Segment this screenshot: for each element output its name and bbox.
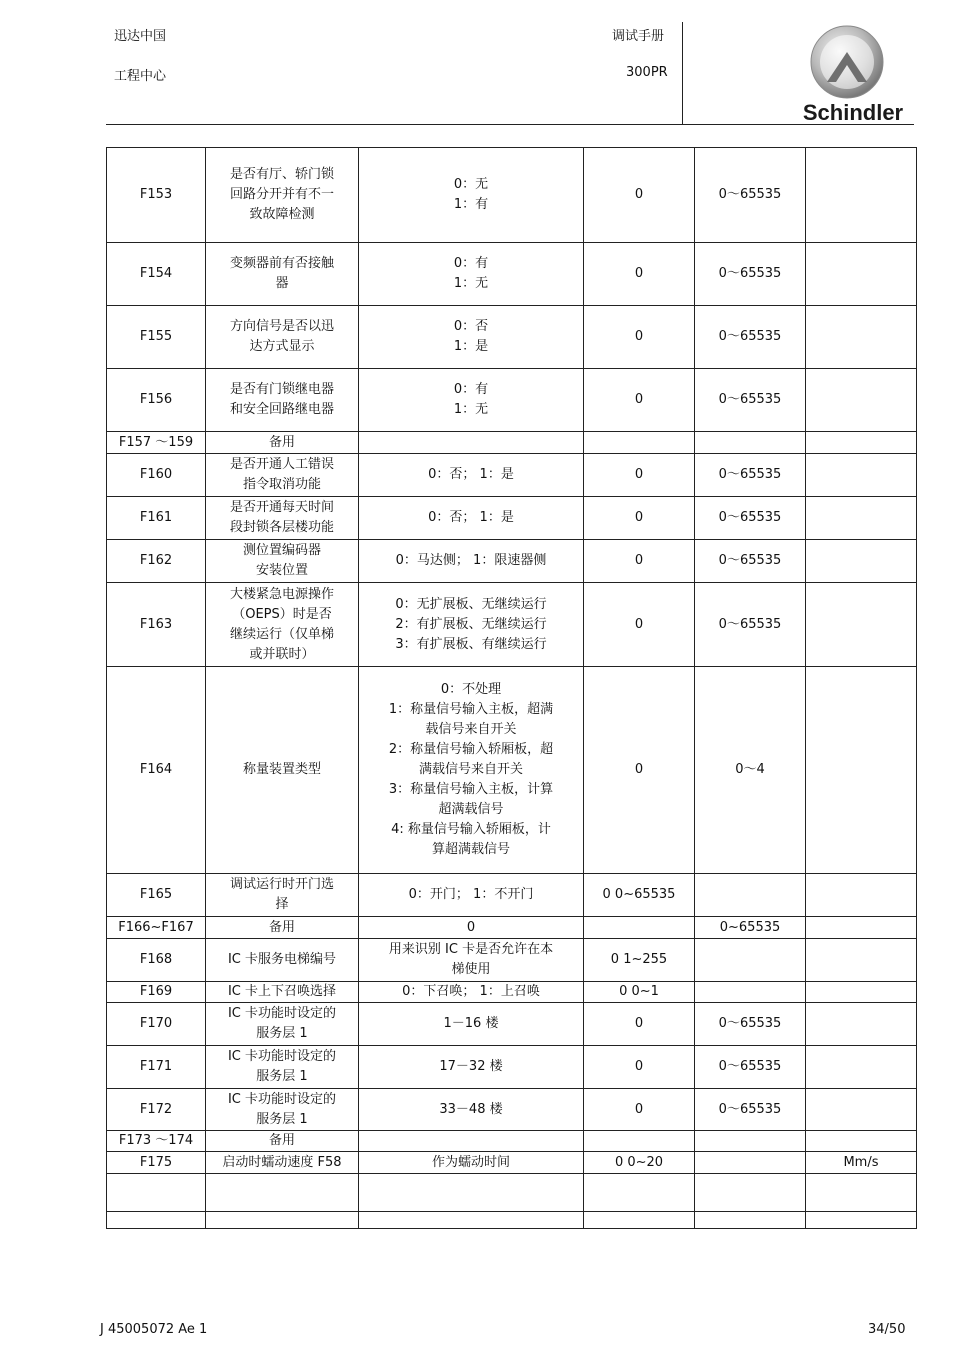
parameter-unit-cell — [806, 243, 917, 306]
header-divider-vertical — [682, 22, 683, 125]
parameter-name-cell — [206, 306, 359, 369]
parameter-setting: 0 — [466, 919, 476, 935]
parameter-range-cell — [695, 497, 806, 540]
parameter-setting: 用来识别 IC 卡是否允许在本 梯使用 — [388, 942, 554, 977]
table-row — [107, 1212, 917, 1229]
brand-wordmark: Schindler — [802, 100, 904, 125]
parameter-name: 调试运行时开门选 择 — [229, 877, 334, 912]
parameter-setting-cell — [359, 1152, 584, 1174]
table-row — [107, 1174, 917, 1212]
table-row — [107, 982, 917, 1003]
parameter-default-cell — [584, 1131, 695, 1152]
parameter-unit-cell — [806, 306, 917, 369]
parameter-setting: 0：无扩展板、无继续运行 2：有扩展板、无继续运行 3：有扩展板、有继续运行 — [395, 596, 547, 652]
parameter-code-cell — [107, 874, 206, 917]
table-row — [107, 667, 917, 874]
parameter-unit-cell — [806, 1003, 917, 1046]
parameter-range: 0～65535 — [718, 187, 782, 202]
parameter-code: F153 — [139, 187, 173, 202]
parameter-default-cell — [584, 432, 695, 454]
parameter-default: 0 — [634, 329, 644, 344]
parameter-range-cell — [695, 1174, 806, 1212]
parameter-setting-cell — [359, 243, 584, 306]
parameter-code-cell — [107, 1212, 206, 1229]
table-row — [107, 148, 917, 243]
parameter-range: 0～65535 — [718, 1016, 782, 1031]
parameter-code: F157 ～159 — [118, 434, 194, 450]
parameter-default: 0 1~255 — [610, 952, 668, 967]
table-row — [107, 497, 917, 540]
parameter-default: 0 — [634, 762, 644, 777]
page-number: 34/50 — [868, 1322, 906, 1337]
parameter-setting-cell — [359, 540, 584, 583]
parameter-range: 0～65535 — [718, 1059, 782, 1074]
parameter-range-cell — [695, 1089, 806, 1131]
parameter-unit-cell — [806, 454, 917, 497]
parameter-code: F171 — [139, 1059, 173, 1074]
parameter-default: 0 0~1 — [619, 984, 659, 999]
parameter-setting: 0：开门； 1：不开门 — [408, 887, 534, 902]
parameter-code-cell — [107, 243, 206, 306]
parameter-setting: 17－32 楼 — [439, 1059, 503, 1074]
table-row — [107, 1046, 917, 1089]
parameter-code: F170 — [139, 1016, 173, 1031]
parameter-name: 测位置编码器 安装位置 — [242, 543, 321, 578]
table-row — [107, 939, 917, 982]
parameter-unit-cell — [806, 540, 917, 583]
parameter-range-cell — [695, 454, 806, 497]
parameter-setting-cell — [359, 1003, 584, 1046]
parameter-name: IC 卡上下召唤选择 — [227, 984, 337, 999]
parameter-unit-cell — [806, 369, 917, 432]
parameter-range: 0～65535 — [718, 266, 782, 281]
parameter-name-cell — [206, 1003, 359, 1046]
parameter-name-cell — [206, 148, 359, 243]
parameter-code-cell — [107, 148, 206, 243]
parameter-default: 0 — [634, 392, 644, 407]
parameter-unit-cell — [806, 982, 917, 1003]
parameter-code: F160 — [139, 467, 173, 482]
parameter-name: 备用 — [268, 1133, 295, 1148]
parameter-range: 0~65535 — [719, 919, 781, 935]
parameter-default: 0 — [634, 187, 644, 202]
parameter-default-cell — [584, 583, 695, 667]
parameter-code-cell — [107, 1131, 206, 1152]
parameter-code-cell — [107, 939, 206, 982]
parameter-name-cell — [206, 1046, 359, 1089]
parameter-default: 0 — [634, 266, 644, 281]
parameter-range: 0～65535 — [718, 392, 782, 407]
parameter-default-cell — [584, 667, 695, 874]
parameter-code-cell — [107, 306, 206, 369]
document-type: 调试手册 — [612, 29, 665, 44]
parameter-default: 0 0~20 — [614, 1154, 664, 1170]
parameter-code-cell — [107, 1046, 206, 1089]
parameter-default-cell — [584, 454, 695, 497]
parameter-setting: 0：有 1：无 — [453, 382, 489, 417]
parameter-range: 0～65535 — [718, 510, 782, 525]
parameter-default-cell — [584, 1089, 695, 1131]
parameter-setting: 0：否 1：是 — [453, 319, 489, 354]
parameter-name-cell — [206, 583, 359, 667]
parameter-default-cell — [584, 148, 695, 243]
parameter-code: F154 — [139, 266, 173, 281]
parameter-name: 备用 — [268, 434, 295, 450]
parameter-code-cell — [107, 454, 206, 497]
parameter-name-cell — [206, 1212, 359, 1229]
parameter-range-cell — [695, 667, 806, 874]
parameter-code-cell — [107, 1152, 206, 1174]
parameter-code-cell — [107, 1003, 206, 1046]
parameter-name-cell — [206, 497, 359, 540]
parameter-code: F166~F167 — [118, 919, 194, 935]
parameter-default: 0 — [634, 1016, 644, 1031]
parameter-default: 0 — [634, 1101, 644, 1117]
parameter-default-cell — [584, 1174, 695, 1212]
parameter-range-cell — [695, 432, 806, 454]
parameter-unit-cell — [806, 667, 917, 874]
parameter-unit-cell — [806, 1131, 917, 1152]
parameter-name-cell — [206, 917, 359, 939]
parameter-code: F163 — [139, 616, 173, 632]
parameter-unit-cell — [806, 148, 917, 243]
parameter-name-cell — [206, 874, 359, 917]
parameter-range: 0～65535 — [718, 1101, 782, 1117]
parameter-default-cell — [584, 1003, 695, 1046]
parameter-code-cell — [107, 540, 206, 583]
parameter-setting-cell — [359, 1174, 584, 1212]
parameter-setting-cell — [359, 369, 584, 432]
parameter-name: IC 卡功能时设定的 服务层 1 — [227, 1006, 337, 1041]
parameter-code-cell — [107, 1174, 206, 1212]
parameter-default: 0 — [634, 616, 644, 632]
parameter-name: 是否有门锁继电器 和安全回路继电器 — [229, 382, 334, 417]
parameter-unit-cell — [806, 1046, 917, 1089]
parameter-range-cell — [695, 1046, 806, 1089]
parameter-name-cell — [206, 939, 359, 982]
parameter-name: 方向信号是否以迅 达方式显示 — [229, 319, 334, 354]
parameter-default: 0 — [634, 467, 644, 482]
parameter-range-cell — [695, 982, 806, 1003]
parameter-table-body — [107, 148, 917, 1229]
table-row — [107, 917, 917, 939]
parameter-range-cell — [695, 540, 806, 583]
parameter-code: F175 — [139, 1154, 173, 1170]
schindler-logo — [790, 24, 916, 128]
parameter-setting: 0：否； 1：是 — [428, 510, 514, 525]
parameter-name: 启动时蠕动速度 F58 — [222, 1154, 342, 1170]
table-row — [107, 874, 917, 917]
table-row — [107, 306, 917, 369]
parameter-default: 0 — [634, 553, 644, 568]
parameter-setting-cell — [359, 667, 584, 874]
parameter-default-cell — [584, 306, 695, 369]
parameter-code: F155 — [139, 329, 173, 344]
parameter-range: 0～65535 — [718, 553, 782, 568]
table-row — [107, 432, 917, 454]
parameter-setting: 0：否； 1：是 — [428, 467, 514, 482]
table-row — [107, 1089, 917, 1131]
table-row — [107, 243, 917, 306]
parameter-setting-cell — [359, 148, 584, 243]
parameter-setting-cell — [359, 497, 584, 540]
table-row — [107, 583, 917, 667]
parameter-range-cell — [695, 917, 806, 939]
department-name: 工程中心 — [114, 69, 167, 84]
parameter-range-cell — [695, 1003, 806, 1046]
parameter-code-cell — [107, 1089, 206, 1131]
parameter-code: F165 — [139, 887, 173, 902]
parameter-name-cell — [206, 1174, 359, 1212]
parameter-code: F156 — [139, 392, 173, 407]
parameter-name: 是否开通每天时间 段封锁各层楼功能 — [229, 500, 334, 535]
parameter-table — [106, 147, 917, 1229]
table-row — [107, 1152, 917, 1174]
parameter-name: IC 卡服务电梯编号 — [227, 952, 337, 967]
parameter-code-cell — [107, 982, 206, 1003]
parameter-unit-cell — [806, 1212, 917, 1229]
parameter-unit-cell — [806, 583, 917, 667]
parameter-name: IC 卡功能时设定的 服务层 1 — [227, 1091, 337, 1127]
parameter-range: 0～4 — [735, 762, 765, 777]
parameter-range-cell — [695, 243, 806, 306]
parameter-default-cell — [584, 369, 695, 432]
parameter-default: 0 — [634, 510, 644, 525]
schindler-emblem-icon — [790, 24, 916, 104]
parameter-setting-cell — [359, 583, 584, 667]
parameter-unit-cell — [806, 874, 917, 917]
parameter-name-cell — [206, 1089, 359, 1131]
parameter-default-cell — [584, 1212, 695, 1229]
table-row — [107, 540, 917, 583]
parameter-name: 大楼紧急电源操作 （OEPS）时是否 继续运行（仅单梯 或并联时） — [229, 586, 334, 662]
parameter-unit-cell — [806, 917, 917, 939]
parameter-setting: 1－16 楼 — [443, 1016, 499, 1031]
parameter-name-cell — [206, 432, 359, 454]
parameter-name-cell — [206, 667, 359, 874]
parameter-default-cell — [584, 982, 695, 1003]
parameter-unit-cell — [806, 939, 917, 982]
table-row — [107, 454, 917, 497]
parameter-code: F169 — [139, 984, 173, 999]
company-name: 迅达中国 — [114, 29, 167, 44]
parameter-name-cell — [206, 982, 359, 1003]
parameter-setting: 作为蠕动时间 — [431, 1154, 510, 1170]
parameter-setting-cell — [359, 1089, 584, 1131]
parameter-code: F173 ～174 — [118, 1133, 194, 1148]
parameter-setting: 0：马达侧； 1：限速器侧 — [395, 553, 547, 568]
document-number: J 45005072 Ae 1 — [100, 1322, 208, 1337]
parameter-name: 变频器前有否接触 器 — [229, 256, 334, 291]
parameter-default-cell — [584, 497, 695, 540]
parameter-unit-cell — [806, 1152, 917, 1174]
parameter-name: 是否开通人工错误 指令取消功能 — [229, 457, 334, 492]
parameter-range: 0～65535 — [718, 616, 782, 632]
parameter-unit-cell — [806, 497, 917, 540]
parameter-range-cell — [695, 306, 806, 369]
parameter-setting-cell — [359, 432, 584, 454]
parameter-default: 0 0~65535 — [602, 887, 676, 902]
parameter-setting-cell — [359, 982, 584, 1003]
parameter-setting-cell — [359, 917, 584, 939]
parameter-name: 备用 — [268, 919, 295, 935]
parameter-unit-cell — [806, 432, 917, 454]
parameter-range-cell — [695, 583, 806, 667]
parameter-name-cell — [206, 1131, 359, 1152]
parameter-setting-cell — [359, 306, 584, 369]
parameter-range-cell — [695, 939, 806, 982]
parameter-range: 0～65535 — [718, 467, 782, 482]
parameter-name-cell — [206, 369, 359, 432]
parameter-range-cell — [695, 874, 806, 917]
table-row — [107, 369, 917, 432]
parameter-name: 是否有厅、轿门锁 回路分开并有不一 致故障检测 — [229, 167, 334, 222]
parameter-setting: 33－48 楼 — [439, 1101, 503, 1117]
parameter-name: 称量装置类型 — [242, 762, 321, 777]
parameter-setting: 0：无 1：有 — [453, 177, 489, 212]
parameter-range-cell — [695, 1152, 806, 1174]
parameter-setting-cell — [359, 454, 584, 497]
parameter-setting-cell — [359, 874, 584, 917]
parameter-range-cell — [695, 1212, 806, 1229]
parameter-unit: Mm/s — [843, 1154, 879, 1170]
parameter-code-cell — [107, 667, 206, 874]
parameter-name-cell — [206, 540, 359, 583]
parameter-code: F164 — [139, 762, 173, 777]
parameter-code-cell — [107, 497, 206, 540]
parameter-default-cell — [584, 874, 695, 917]
parameter-default-cell — [584, 939, 695, 982]
parameter-setting-cell — [359, 1212, 584, 1229]
parameter-code: F172 — [139, 1101, 173, 1117]
parameter-default-cell — [584, 540, 695, 583]
parameter-default: 0 — [634, 1059, 644, 1074]
parameter-code-cell — [107, 917, 206, 939]
parameter-setting: 0：不处理 1：称量信号输入主板，超满 载信号来自开关 2：称量信号输入轿厢板，超 满载信号来自开关 3：称量信号输入主板，计算 超满载信号 4: 称量信号输入轿厢板，计 算超满载信号 — [388, 682, 554, 857]
parameter-name-cell — [206, 243, 359, 306]
parameter-setting-cell — [359, 1046, 584, 1089]
parameter-range: 0～65535 — [718, 329, 782, 344]
parameter-name-cell — [206, 454, 359, 497]
parameter-name: IC 卡功能时设定的 服务层 1 — [227, 1049, 337, 1084]
parameter-range-cell — [695, 1131, 806, 1152]
parameter-default-cell — [584, 1152, 695, 1174]
parameter-setting-cell — [359, 939, 584, 982]
parameter-code-cell — [107, 432, 206, 454]
parameter-code: F161 — [139, 510, 173, 525]
parameter-setting-cell — [359, 1131, 584, 1152]
parameter-code: F168 — [139, 952, 173, 967]
parameter-code-cell — [107, 369, 206, 432]
table-row — [107, 1003, 917, 1046]
parameter-range-cell — [695, 369, 806, 432]
parameter-default-cell — [584, 917, 695, 939]
parameter-code-cell — [107, 583, 206, 667]
model-number: 300PR — [626, 65, 668, 80]
parameter-default-cell — [584, 243, 695, 306]
parameter-setting: 0：下召唤； 1：上召唤 — [402, 984, 540, 999]
parameter-unit-cell — [806, 1089, 917, 1131]
parameter-code: F162 — [139, 553, 173, 568]
parameter-unit-cell — [806, 1174, 917, 1212]
parameter-name-cell — [206, 1152, 359, 1174]
parameter-setting: 0：有 1：无 — [453, 256, 489, 291]
parameter-range-cell — [695, 148, 806, 243]
parameter-default-cell — [584, 1046, 695, 1089]
table-row — [107, 1131, 917, 1152]
